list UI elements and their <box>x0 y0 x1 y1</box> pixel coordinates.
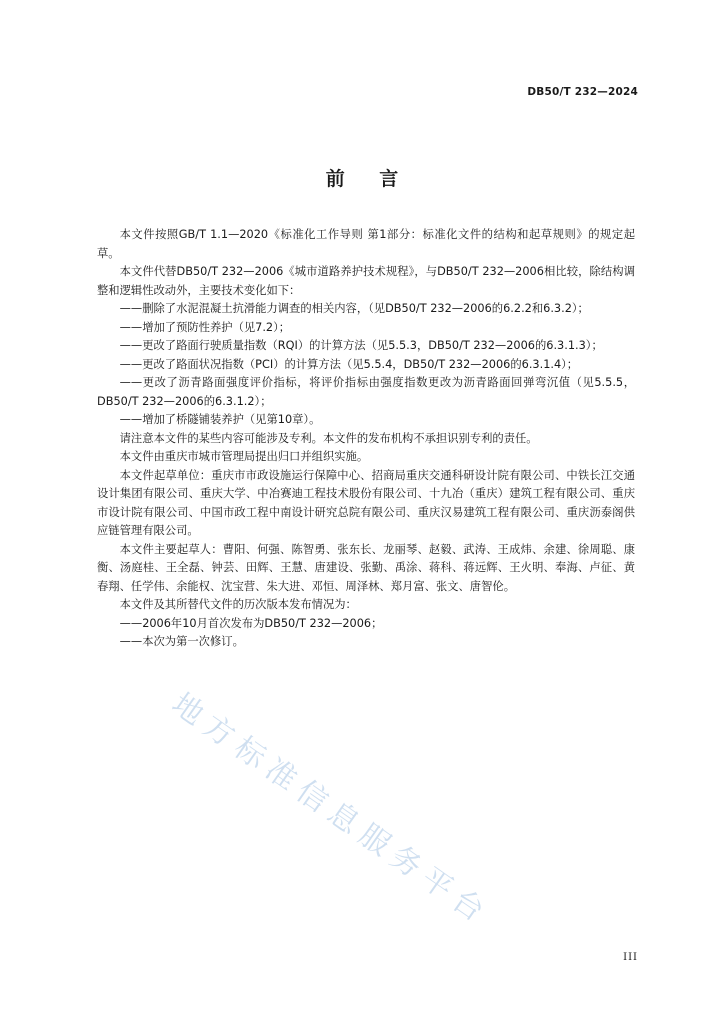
document-code: DB50/T 232—2024 <box>527 86 638 98</box>
change-item-3: ——更改了路面行驶质量指数（RQI）的计算方法（见5.5.3，DB50/T 232—2006的6.3.1.3）； <box>119 339 603 352</box>
page-title: 前 言 <box>325 168 413 190</box>
watermark: 地方标准信息服务平台 <box>165 686 497 934</box>
paragraph-drafters: 本文件主要起草人：曹阳、何强、陈智勇、张东长、龙丽琴、赵毅、武涛、王成炜、余建、徐周聪、康衡、汤庭桂、王全磊、钟芸、田辉、王慧、唐建设、张勤、禹涂、蒋科、蒋远辉、王火明、奉海、卢征、黄春翔、任学伟、余能权、沈宝营、朱大进、邓恒、周泽林、郑月富、张文、唐智伦。 <box>97 542 635 593</box>
paragraph-patent-notice: 请注意本文件的某些内容可能涉及专利。本文件的发布机构不承担识别专利的责任。 <box>119 431 538 445</box>
change-item-4: ——更改了路面状况指数（PCI）的计算方法（见5.5.4，DB50/T 232—2006的6.3.1.4）； <box>119 357 579 371</box>
change-item-2: ——增加了预防性养护（见7.2）； <box>119 320 291 334</box>
paragraph-replacement: 本文件代替DB50/T 232—2006《城市道路养护技术规程》，与DB50/T 232—2006相比较，除结构调整和逻辑性改动外，主要技术变化如下： <box>97 265 635 297</box>
change-item-1: ——删除了水泥混凝土抗滑能力调查的相关内容，（见DB50/T 232—2006的6.2.2和6.3.2）； <box>119 302 589 315</box>
history-item-2: ——本次为第一次修订。 <box>119 635 244 648</box>
change-item-6: ——增加了桥隧铺装养护（见第10章）。 <box>119 413 321 426</box>
paragraph-proposer: 本文件由重庆市城市管理局提出归口并组织实施。 <box>119 450 369 463</box>
paragraph-drafting-rules: 本文件按照GB/T 1.1—2020《标准化工作导则 第1部分：标准化文件的结构和起草规则》的规定起草。 <box>97 228 635 260</box>
paragraph-drafting-units: 本文件起草单位：重庆市市政设施运行保障中心、招商局重庆交通科研设计院有限公司、中铁长江交通设计集团有限公司、重庆大学、中冶赛迪工程技术股份有限公司、十九冶（重庆）建筑工程有限公司、重庆市设计院有限公司、中国市政工程中南设计研究总院有限公司、重庆汉易建筑工程有限公司、重庆沥泰阁供应链管理有限公司。 <box>97 468 635 537</box>
page-number: III <box>623 952 638 963</box>
history-item-1: ——2006年10月首次发布为DB50/T 232—2006； <box>119 616 383 630</box>
paragraph-history: 本文件及其所替代文件的历次版本发布情况为： <box>119 598 357 611</box>
foreword-body <box>97 226 635 652</box>
change-item-5: ——更改了沥青路面强度评价指标，将评价指标由强度指数更改为沥青路面回弹弯沉值（见5.5.5，DB50/T 232—2006的6.3.1.2）； <box>97 376 635 408</box>
